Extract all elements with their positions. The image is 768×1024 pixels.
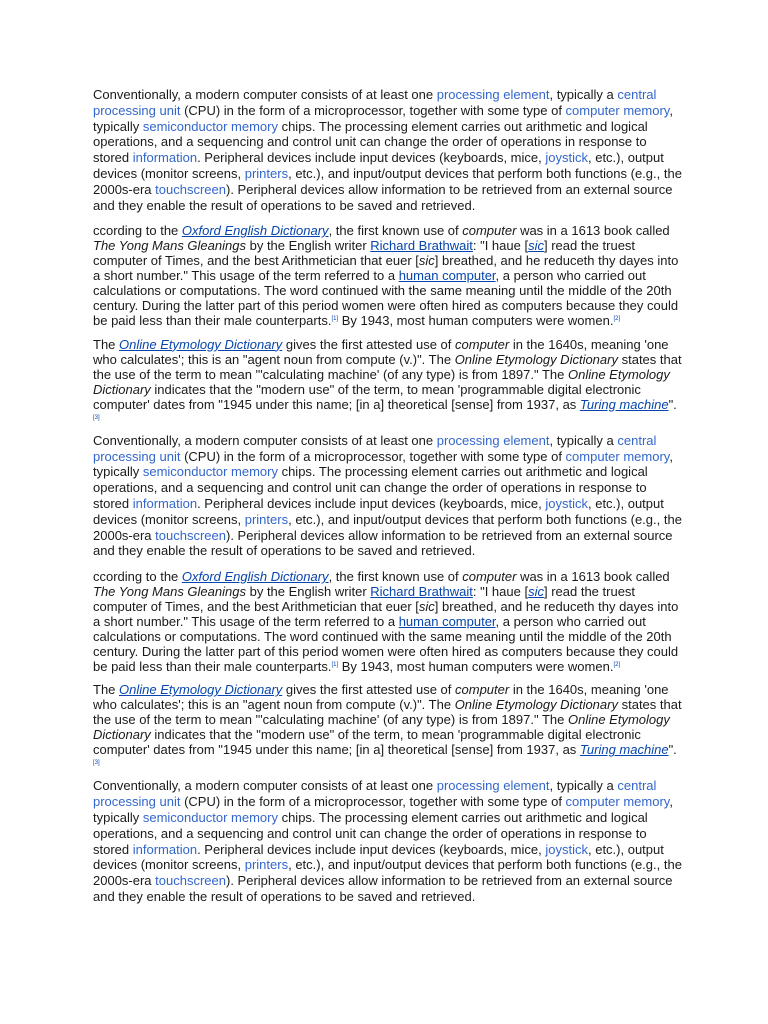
text: The — [93, 336, 120, 352]
text: (CPU) in the form of a microprocessor, together with some type of — [180, 794, 566, 810]
text: , the first known use of — [328, 569, 463, 585]
link-information[interactable]: information — [132, 841, 198, 857]
citation-1[interactable]: [1] — [331, 661, 339, 668]
link-computer-memory[interactable]: computer memory — [565, 794, 670, 810]
text: , etc.), output devices (monitor screens, — [93, 841, 664, 873]
text: states that the use of the term to mean "'calculating machine' (of any type) is from 1897." The — [93, 697, 682, 728]
link-joystick[interactable]: joystick — [545, 841, 588, 857]
paragraph-online-etymology — [93, 682, 683, 772]
link-online-etymology-dictionary[interactable]: Online Etymology Dictionary — [119, 682, 283, 698]
text: , the first known use of — [328, 223, 463, 239]
link-central-processing-unit[interactable]: central processing unit — [93, 432, 657, 464]
text: by the English writer — [245, 584, 371, 599]
text: ccording to the — [93, 569, 182, 585]
italic-text: sic — [418, 598, 435, 614]
text: was in a 1613 book called — [516, 569, 670, 585]
italic-text: Online Etymology Dictionary — [93, 366, 670, 397]
text: ccording to the — [93, 223, 182, 239]
text: indicates that the "modern use" of the term, to mean 'programmable digital electronic computer' dates from "1945 under this name; [in a] theoretical [sense] from 1937, as — [93, 727, 641, 758]
text: gives the first attested use of — [282, 336, 456, 352]
italic-text: Online Etymology Dictionary — [454, 351, 618, 367]
text: in the 1640s, meaning 'one who calculates'; this is an "agent noun from compute (v.)". The — [93, 336, 669, 367]
link-printers[interactable]: printers — [244, 511, 289, 527]
link-semiconductor-memory[interactable]: semiconductor memory — [142, 810, 278, 826]
link-processing-element[interactable]: processing element — [436, 87, 550, 102]
text: in the 1640s, meaning 'one who calculates'; this is an "agent noun from compute (v.)". The — [93, 682, 669, 713]
text: . Peripheral devices include input devices (keyboards, mice, — [197, 841, 546, 857]
link-richard-brathwait[interactable]: Richard Brathwait — [370, 584, 473, 599]
text: By 1943, most human computers were women. — [338, 658, 614, 674]
text: The — [93, 682, 120, 698]
paragraph-computer-definition — [93, 87, 683, 213]
text: , typically — [93, 102, 673, 134]
link-processing-element[interactable]: processing element — [436, 778, 550, 794]
link-online-etymology-dictionary[interactable]: Online Etymology Dictionary — [119, 336, 283, 352]
link-human-computer[interactable]: human computer — [398, 613, 496, 629]
text: ] read the truest computer of Times, and the best Arithmetician that euer [ — [93, 584, 636, 614]
link-central-processing-unit[interactable]: central processing unit — [93, 87, 657, 118]
text: ). Peripheral devices allow information to be retrieved from an external source and they enable the result of operations to be saved and retrieved. — [93, 527, 673, 559]
text: ] breathed, and he reduceth thy dayes into a short number." This usage of the term referred to a — [93, 253, 679, 284]
link-joystick[interactable]: joystick — [545, 150, 588, 166]
text: , etc.), and input/output devices that perform both functions (e.g., the 2000s-era — [93, 165, 682, 197]
link-touchscreen[interactable]: touchscreen — [155, 181, 226, 197]
link-printers[interactable]: printers — [244, 857, 289, 873]
link-computer-memory[interactable]: computer memory — [565, 448, 670, 464]
italic-text: computer — [455, 682, 510, 698]
link-human-computer[interactable]: human computer — [398, 268, 496, 284]
text: (CPU) in the form of a microprocessor, together with some type of — [180, 102, 566, 118]
text: , etc.), output devices (monitor screens, — [93, 495, 664, 527]
text: ". — [668, 396, 677, 412]
link-semiconductor-memory[interactable]: semiconductor memory — [142, 464, 278, 480]
paragraph-computer-definition — [93, 778, 683, 904]
italic-text: sic — [418, 253, 435, 269]
truncated-section — [93, 778, 683, 905]
link-richard-brathwait[interactable]: Richard Brathwait — [370, 238, 473, 254]
link-touchscreen[interactable]: touchscreen — [155, 527, 226, 543]
text: ] read the truest computer of Times, and the best Arithmetician that euer [ — [93, 238, 636, 269]
link-oxford-english-dictionary[interactable]: Oxford English Dictionary — [181, 569, 329, 585]
text: , etc.), and input/output devices that perform both functions (e.g., the 2000s-era — [93, 511, 682, 543]
link-processing-element[interactable]: processing element — [436, 432, 550, 448]
text: . Peripheral devices include input devices (keyboards, mice, — [197, 495, 546, 511]
paragraph-oed-etymology — [93, 224, 683, 328]
citation-2[interactable]: [2] — [613, 661, 621, 668]
text: chips. The processing element carries out arithmetic and logical operations, and a sequencing and control unit can change the order of operations in response to stored — [93, 464, 648, 511]
link-touchscreen[interactable]: touchscreen — [155, 873, 226, 889]
text: ). Peripheral devices allow information to be retrieved from an external source and they enable the result of operations to be saved and retrieved. — [93, 873, 673, 905]
italic-text: computer — [462, 223, 517, 239]
text: , typically a — [549, 432, 618, 448]
italic-text: computer — [462, 569, 517, 585]
text: Conventionally, a modern computer consists of at least one — [93, 778, 437, 794]
link-information[interactable]: information — [132, 150, 198, 166]
link-turing-machine[interactable]: Turing machine — [579, 396, 669, 412]
link-computer-memory[interactable]: computer memory — [565, 102, 670, 118]
citation-1[interactable]: [1] — [331, 315, 339, 322]
link-sic[interactable]: sic — [528, 584, 544, 599]
italic-text: Online Etymology Dictionary — [454, 697, 618, 713]
text: : "I haue [ — [472, 238, 529, 254]
italic-text: computer — [455, 336, 510, 352]
citation-3[interactable]: [3] — [93, 414, 100, 421]
link-joystick[interactable]: joystick — [545, 495, 588, 511]
text: ". — [668, 742, 677, 758]
link-information[interactable]: information — [132, 495, 198, 511]
text: was in a 1613 book called — [516, 223, 670, 239]
text: , typically — [93, 794, 673, 826]
italic-text: The Yong Mans Gleanings — [93, 238, 246, 254]
text: gives the first attested use of — [282, 682, 456, 698]
text: , etc.), and input/output devices that perform both functions (e.g., the 2000s-era — [93, 857, 682, 889]
text: chips. The processing element carries out arithmetic and logical operations, and a sequencing and control unit can change the order of operations in response to stored — [93, 810, 648, 857]
text: states that the use of the term to mean "'calculating machine' (of any type) is from 1897." The — [93, 351, 682, 382]
text: : "I haue [ — [472, 584, 529, 599]
text: , typically — [93, 448, 673, 480]
link-sic[interactable]: sic — [528, 238, 544, 254]
text: chips. The processing element carries out arithmetic and logical operations, and a sequencing and control unit can change the order of operations in response to stored — [93, 118, 648, 166]
link-printers[interactable]: printers — [244, 165, 289, 181]
italic-text: Online Etymology Dictionary — [93, 712, 670, 743]
paragraph-online-etymology — [93, 337, 683, 427]
text: indicates that the "modern use" of the term, to mean 'programmable digital electronic computer' dates from "1945 under this name; [in a] theoretical [sense] from 1937, as — [93, 381, 641, 412]
paragraph-oed-etymology — [93, 570, 683, 674]
citation-3[interactable]: [3] — [93, 760, 100, 767]
text: Conventionally, a modern computer consists of at least one — [93, 432, 437, 448]
text: By 1943, most human computers were women. — [338, 312, 614, 328]
text: . Peripheral devices include input devices (keyboards, mice, — [197, 150, 546, 166]
link-central-processing-unit[interactable]: central processing unit — [93, 778, 657, 810]
text: (CPU) in the form of a microprocessor, together with some type of — [180, 448, 566, 464]
citation-2[interactable]: [2] — [613, 315, 621, 322]
link-oxford-english-dictionary[interactable]: Oxford English Dictionary — [181, 223, 329, 239]
text: Conventionally, a modern computer consists of at least one — [93, 87, 437, 102]
text: , typically a — [549, 778, 618, 794]
link-semiconductor-memory[interactable]: semiconductor memory — [142, 118, 278, 134]
text: , etc.), output devices (monitor screens, — [93, 150, 664, 181]
italic-text: The Yong Mans Gleanings — [93, 584, 246, 599]
text: ] breathed, and he reduceth thy dayes into a short number." This usage of the term referred to a — [93, 598, 679, 629]
link-turing-machine[interactable]: Turing machine — [579, 742, 669, 758]
text: , typically a — [549, 87, 618, 102]
paragraph-computer-definition — [93, 433, 683, 559]
document-page — [93, 87, 683, 905]
text: by the English writer — [245, 238, 371, 254]
text: , a person who carried out calculations or computations. The word continued with the same meaning until the middle of the 20th century. During the latter part of this period women were often hired as computers because they could be paid less than their male counterparts. — [93, 268, 679, 328]
text: , a person who carried out calculations or computations. The word continued with the same meaning until the middle of the 20th century. During the latter part of this period women were often hired as computers because they could be paid less than their male counterparts. — [93, 613, 679, 674]
text: ). Peripheral devices allow information to be retrieved from an external source and they enable the result of operations to be saved and retrieved. — [93, 181, 673, 213]
